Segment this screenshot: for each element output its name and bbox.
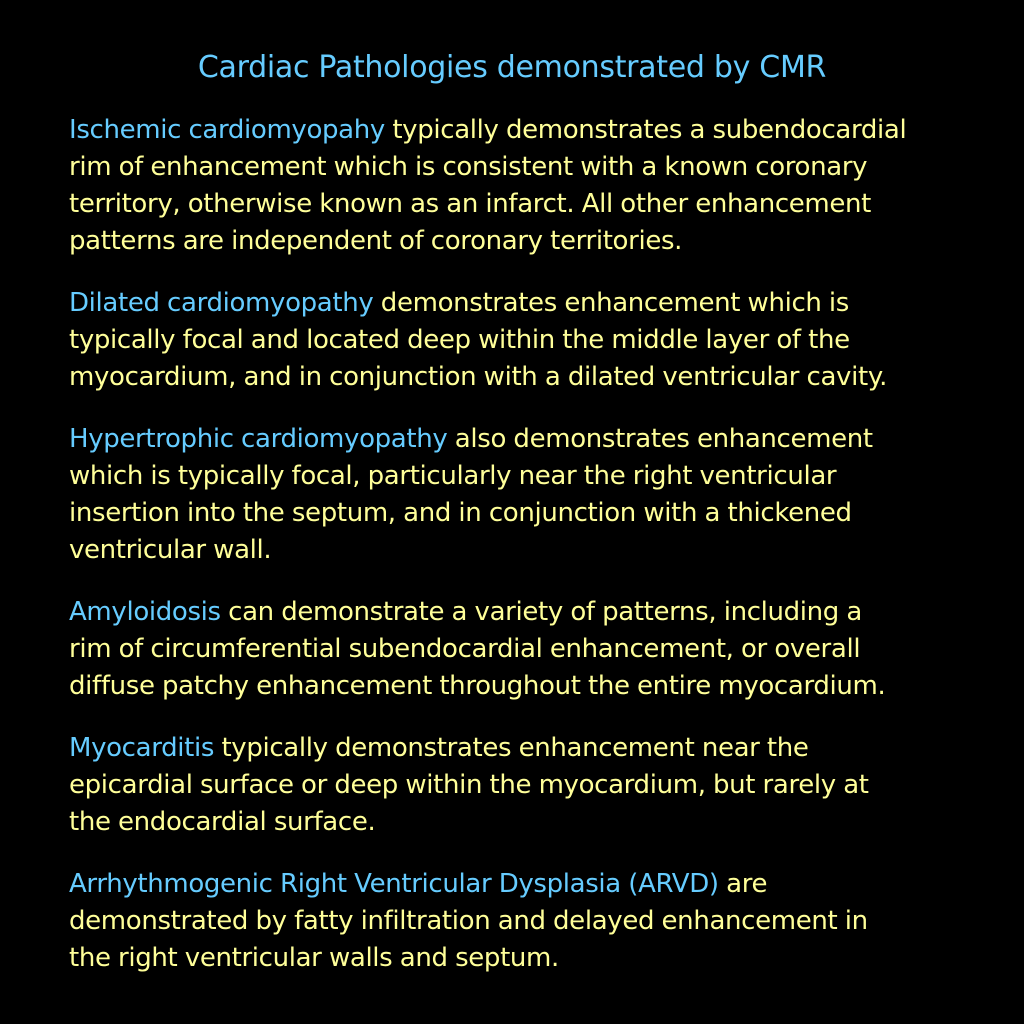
paragraph-line	[69, 866, 969, 903]
paragraph-text: typically demonstrates enhancement near the	[214, 733, 809, 763]
paragraph-line: myocardium, and in conjunction with a dilated ventricular cavity.	[69, 362, 888, 392]
paragraph-line	[69, 421, 969, 458]
paragraph-hypertrophic-cardiomyopathy	[69, 421, 969, 569]
paragraph-text: can demonstrate a variety of patterns, including a	[220, 597, 862, 627]
paragraph-line	[69, 112, 969, 149]
paragraph-line: ventricular wall.	[69, 535, 272, 565]
pathology-term: Ischemic cardiomyopahy	[69, 115, 385, 145]
paragraph-line	[69, 730, 969, 767]
paragraph-line: epicardial surface or deep within the myocardium, but rarely at	[69, 770, 869, 800]
paragraph-line	[69, 594, 969, 631]
paragraph-line: patterns are independent of coronary territories.	[69, 226, 683, 256]
paragraph-line: which is typically focal, particularly near the right ventricular	[69, 461, 837, 491]
paragraph-text: typically demonstrates a subendocardial	[384, 115, 907, 145]
paragraph-text: also demonstrates enhancement	[447, 424, 873, 454]
paragraph-line: demonstrated by fatty infiltration and delayed enhancement in	[69, 906, 868, 936]
paragraph-arvd	[69, 866, 969, 977]
paragraph-line: rim of circumferential subendocardial enhancement, or overall	[69, 634, 861, 664]
paragraph-line: insertion into the septum, and in conjunction with a thickened	[69, 498, 852, 528]
paragraph-myocarditis	[69, 730, 969, 841]
slide-title: Cardiac Pathologies demonstrated by CMR	[197, 50, 827, 85]
paragraph-dilated-cardiomyopathy	[69, 285, 969, 396]
paragraph-line: territory, otherwise known as an infarct. All other enhancement	[69, 189, 872, 219]
paragraph-line: the endocardial surface.	[69, 807, 376, 837]
paragraph-text: are	[718, 869, 768, 899]
pathology-term: Arrhythmogenic Right Ventricular Dysplasia (ARVD)	[69, 869, 719, 899]
paragraph-line: diffuse patchy enhancement throughout the entire myocardium.	[69, 671, 886, 701]
paragraph-line: the right ventricular walls and septum.	[69, 943, 559, 973]
paragraph-line: rim of enhancement which is consistent with a known coronary	[69, 152, 868, 182]
paragraph-line: typically focal and located deep within the middle layer of the	[69, 325, 850, 355]
paragraph-text: demonstrates enhancement which is	[373, 288, 850, 318]
paragraph-amyloidosis	[69, 594, 969, 705]
pathology-term: Myocarditis	[69, 733, 215, 763]
pathology-term: Dilated cardiomyopathy	[69, 288, 374, 318]
pathology-term: Hypertrophic cardiomyopathy	[69, 424, 448, 454]
pathology-term: Amyloidosis	[69, 597, 221, 627]
paragraph-line	[69, 285, 969, 322]
paragraph-ischemic-cardiomyopathy	[69, 112, 969, 260]
